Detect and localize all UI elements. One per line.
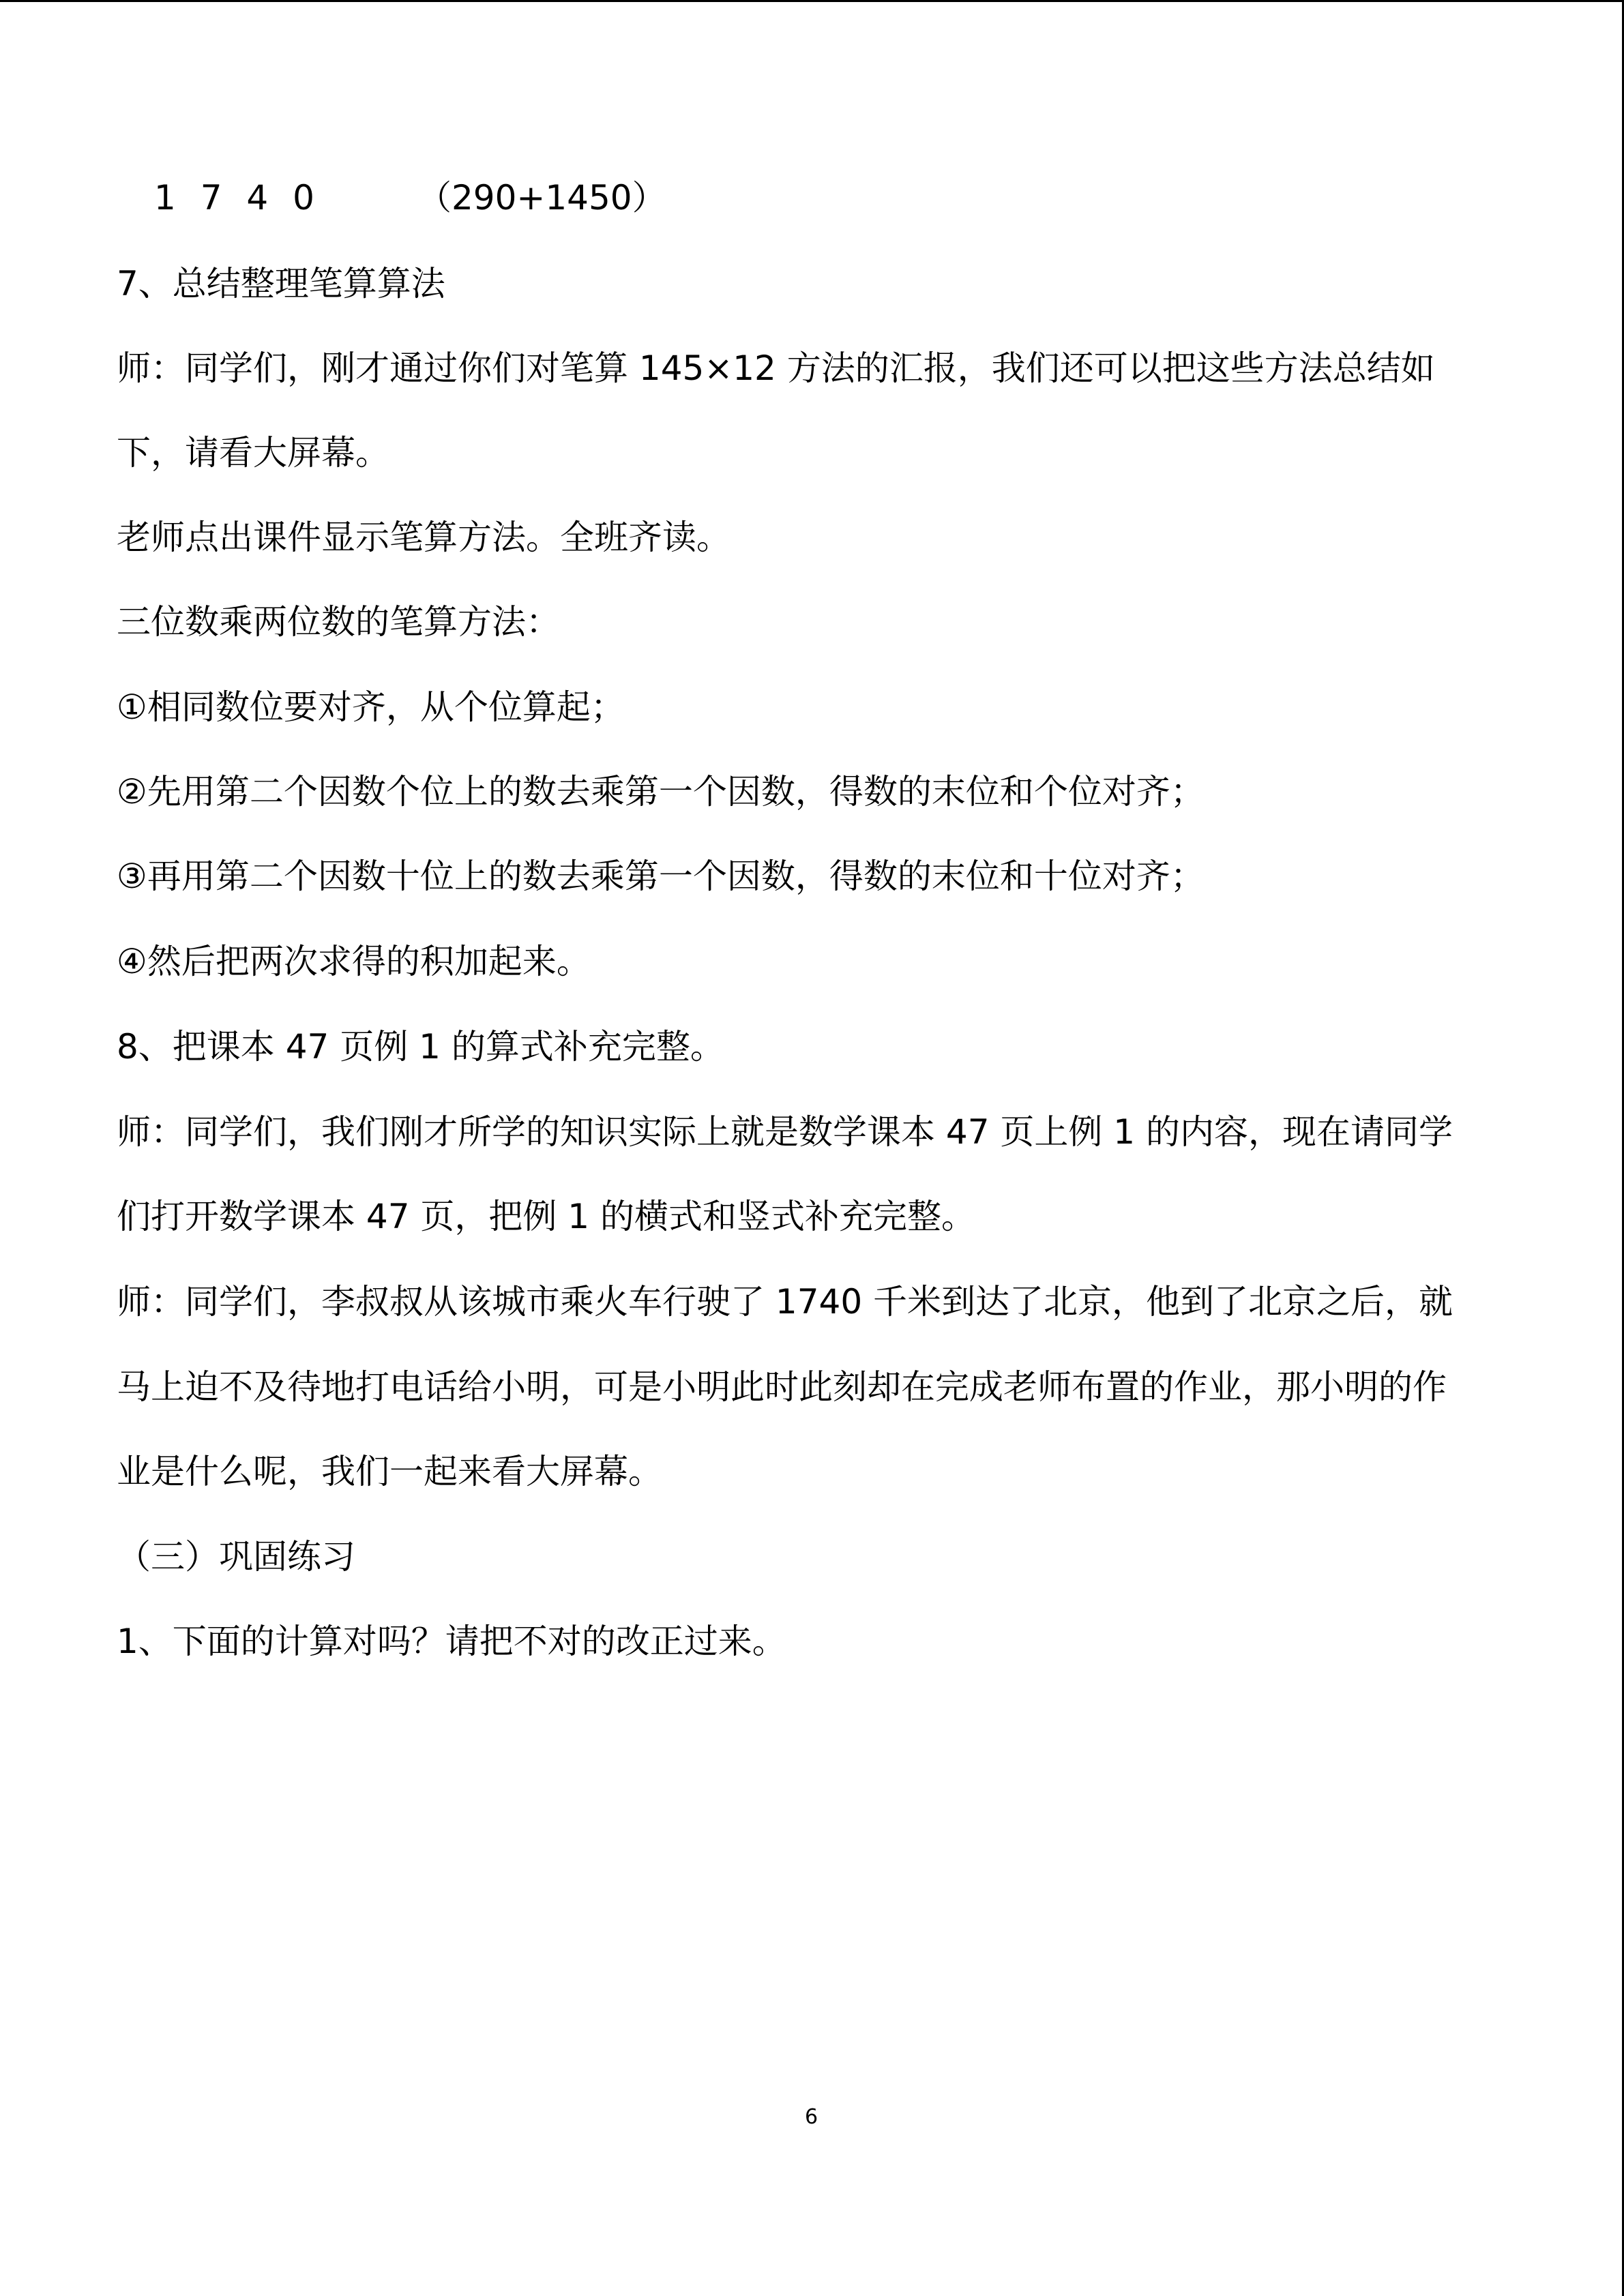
paragraph-line: 们打开数学课本 47 页，把例 1 的横式和竖式补充完整。 <box>117 1197 976 1236</box>
paragraph-line: 师：同学们，刚才通过你们对笔算 145×12 方法的汇报，我们还可以把这些方法总结如 <box>117 348 1435 388</box>
method-step-3: ③再用第二个因数十位上的数去乘第一个因数，得数的末位和十位对齐； <box>117 856 1205 896</box>
page-number: 6 <box>805 2105 818 2129</box>
paragraph-line: 老师点出课件显示笔算方法。全班齐读。 <box>117 518 730 557</box>
paragraph-line: 师：同学们，我们刚才所学的知识实际上就是数学课本 47 页上例 1 的内容，现在请同学 <box>117 1112 1453 1152</box>
exercise-1-prompt: 1、下面的计算对吗？请把不对的改正过来。 <box>117 1622 786 1661</box>
method-step-2: ②先用第二个因数个位上的数去乘第一个因数，得数的末位和个位对齐； <box>117 772 1205 811</box>
calculation-result: 1 7 4 0 <box>154 178 321 218</box>
method-step-1: ①相同数位要对齐，从个位算起； <box>117 687 625 727</box>
calculation-note: （290+1450） <box>417 178 666 218</box>
paragraph-line: 下，请看大屏幕。 <box>117 433 389 473</box>
paragraph-line: 业是什么呢，我们一起来看大屏幕。 <box>117 1452 662 1491</box>
section-heading-8: 8、把课本 47 页例 1 的算式补充完整。 <box>117 1027 724 1067</box>
method-step-4: ④然后把两次求得的积加起来。 <box>117 942 591 981</box>
section-heading-practice: （三）巩固练习 <box>117 1537 355 1577</box>
paragraph-line: 师：同学们，李叔叔从该城市乘火车行驶了 1740 千米到达了北京，他到了北京之后，就 <box>117 1282 1453 1322</box>
method-heading: 三位数乘两位数的笔算方法： <box>117 602 560 642</box>
page-top-border <box>0 0 1624 2</box>
section-heading-7: 7、总结整理笔算算法 <box>117 264 445 303</box>
paragraph-line: 马上迫不及待地打电话给小明，可是小明此时此刻却在完成老师布置的作业，那小明的作 <box>117 1367 1447 1407</box>
